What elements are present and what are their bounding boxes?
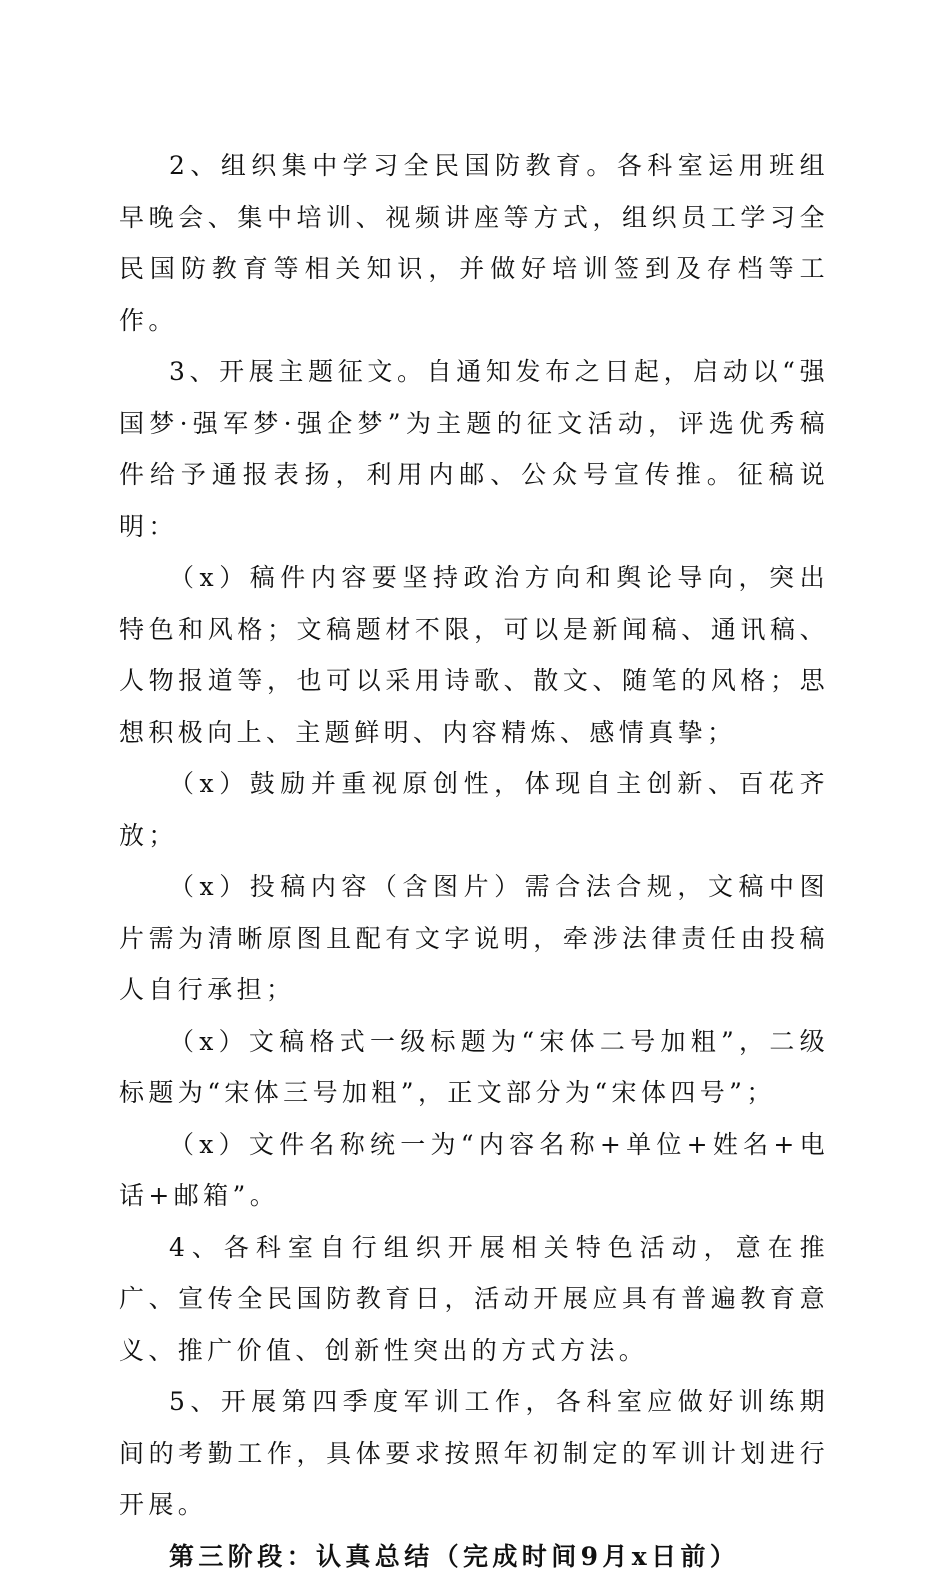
essay-rule-legality: （x）投稿内容（含图片）需合法合规，文稿中图片需为清晰原图且配有文字说明，牵涉法律责任由投稿人自行承担；	[119, 861, 829, 1016]
essay-rule-filename: （x）文件名称统一为“内容名称+单位+姓名+电话+邮箱”。	[119, 1119, 829, 1222]
item-2-study-paragraph: 2、组织集中学习全民国防教育。各科室运用班组早晚会、集中培训、视频讲座等方式，组织员工学习全民国防教育等相关知识，并做好培训签到及存档等工作。	[119, 140, 829, 346]
essay-rule-content: （x）稿件内容要坚持政治方向和舆论导向，突出特色和风格；文稿题材不限，可以是新闻稿、通讯稿、人物报道等，也可以采用诗歌、散文、随笔的风格；思想积极向上、主题鲜明、内容精炼、感情真挚；	[119, 552, 829, 758]
stage-3-heading: 第三阶段：认真总结（完成时间9月x日前）	[119, 1531, 829, 1582]
item-4-activities-paragraph: 4、各科室自行组织开展相关特色活动，意在推广、宣传全民国防教育日，活动开展应具有普遍教育意义、推广价值、创新性突出的方式方法。	[119, 1222, 829, 1377]
essay-rule-originality: （x）鼓励并重视原创性，体现自主创新、百花齐放；	[119, 758, 829, 861]
essay-rule-format: （x）文稿格式一级标题为“宋体二号加粗”，二级标题为“宋体三号加粗”，正文部分为“宋体四号”；	[119, 1016, 829, 1119]
item-3-essay-paragraph: 3、开展主题征文。自通知发布之日起，启动以“强国梦·强军梦·强企梦”为主题的征文活动，评选优秀稿件给予通报表扬，利用内邮、公众号宣传推。征稿说明：	[119, 346, 829, 552]
item-5-training-paragraph: 5、开展第四季度军训工作，各科室应做好训练期间的考勤工作，具体要求按照年初制定的军训计划进行开展。	[119, 1376, 829, 1531]
document-body	[119, 140, 829, 1582]
